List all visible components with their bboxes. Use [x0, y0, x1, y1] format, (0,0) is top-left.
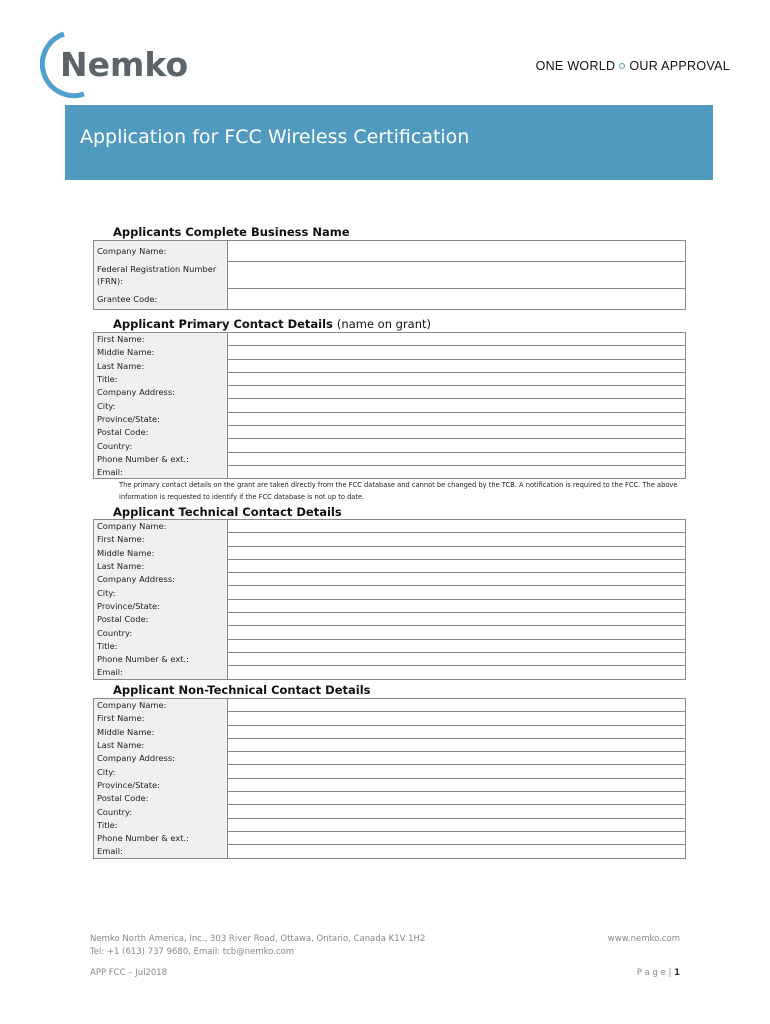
- field-input[interactable]: [228, 333, 686, 346]
- field-label: Company Name:: [94, 699, 228, 712]
- field-label: First Name:: [94, 533, 228, 546]
- page-number: 1: [674, 968, 680, 978]
- field-label: Postal Code:: [94, 426, 228, 439]
- form-row: [94, 845, 686, 858]
- section-title-nontechnical: Applicant Non-Technical Contact Details: [113, 683, 371, 697]
- field-label: Last Name:: [94, 559, 228, 572]
- field-input[interactable]: [228, 439, 686, 452]
- form-row: [94, 752, 686, 765]
- field-label: Company Address:: [94, 573, 228, 586]
- field-input[interactable]: [228, 520, 686, 533]
- form-row: [94, 452, 686, 465]
- field-input[interactable]: [228, 639, 686, 652]
- footer-contact: Tel: +1 (613) 737 9680, Email: tcb@nemko.com: [90, 947, 295, 957]
- field-input[interactable]: [228, 533, 686, 546]
- form-row: [94, 426, 686, 439]
- field-input[interactable]: [228, 699, 686, 712]
- field-label: City:: [94, 765, 228, 778]
- form-row: [94, 652, 686, 665]
- form-row: [94, 831, 686, 844]
- field-label: Grantee Code:: [94, 289, 228, 310]
- footer-doc-code: APP FCC – Jul2018: [90, 968, 168, 978]
- field-label: Middle Name:: [94, 346, 228, 359]
- form-row: [94, 372, 686, 385]
- field-input[interactable]: [228, 752, 686, 765]
- page-title: Application for FCC Wireless Certification: [80, 126, 470, 148]
- form-row: [94, 386, 686, 399]
- field-label: Title:: [94, 372, 228, 385]
- field-input[interactable]: [228, 613, 686, 626]
- form-row: [94, 346, 686, 359]
- field-input[interactable]: [228, 831, 686, 844]
- tagline-left: ONE WORLD: [535, 59, 616, 73]
- field-input[interactable]: [228, 586, 686, 599]
- section-title-primary: Applicant Primary Contact Details (name on grant): [113, 317, 432, 331]
- field-input[interactable]: [228, 346, 686, 359]
- field-label: Middle Name:: [94, 546, 228, 559]
- form-row: [94, 738, 686, 751]
- section-title-technical: Applicant Technical Contact Details: [113, 505, 342, 519]
- form-row: [94, 626, 686, 639]
- field-input[interactable]: [228, 652, 686, 665]
- form-row: [94, 639, 686, 652]
- form-row: [94, 289, 686, 310]
- field-input[interactable]: [228, 666, 686, 679]
- field-input[interactable]: [228, 805, 686, 818]
- section-title-business: Applicants Complete Business Name: [113, 225, 350, 239]
- field-label: First Name:: [94, 712, 228, 725]
- form-row: [94, 359, 686, 372]
- field-label: Country:: [94, 805, 228, 818]
- logo-text: Nemko: [60, 45, 189, 84]
- field-label: City:: [94, 399, 228, 412]
- field-label: City:: [94, 586, 228, 599]
- field-input[interactable]: [228, 725, 686, 738]
- field-label: Phone Number & ext.:: [94, 452, 228, 465]
- field-label: Title:: [94, 639, 228, 652]
- form-row: [94, 262, 686, 289]
- field-label: Email:: [94, 666, 228, 679]
- field-label: Last Name:: [94, 359, 228, 372]
- field-label: First Name:: [94, 333, 228, 346]
- field-input[interactable]: [228, 386, 686, 399]
- field-label: Federal Registration Number (FRN):: [94, 262, 228, 289]
- field-input[interactable]: [228, 289, 686, 310]
- field-input[interactable]: [228, 626, 686, 639]
- field-label: Company Name:: [94, 241, 228, 262]
- field-label: Middle Name:: [94, 725, 228, 738]
- field-label: Country:: [94, 626, 228, 639]
- field-label: Postal Code:: [94, 613, 228, 626]
- footer-website[interactable]: www.nemko.com: [607, 934, 680, 944]
- field-input[interactable]: [228, 559, 686, 572]
- form-row: [94, 241, 686, 262]
- form-row: [94, 818, 686, 831]
- form-row: [94, 792, 686, 805]
- circle-icon: [619, 63, 625, 69]
- field-input[interactable]: [228, 738, 686, 751]
- field-input[interactable]: [228, 359, 686, 372]
- form-row: [94, 465, 686, 478]
- footer-page: [637, 967, 680, 980]
- primary-contact-table: [93, 332, 686, 479]
- field-input[interactable]: [228, 712, 686, 725]
- field-input[interactable]: [228, 599, 686, 612]
- form-row: [94, 805, 686, 818]
- field-label: Province/State:: [94, 778, 228, 791]
- field-input[interactable]: [228, 792, 686, 805]
- field-label: Title:: [94, 818, 228, 831]
- page-label: P a g e |: [636, 968, 672, 978]
- form-row: [94, 712, 686, 725]
- title-banner: [65, 105, 713, 180]
- form-row: [94, 599, 686, 612]
- field-input[interactable]: [228, 412, 686, 425]
- field-label: Postal Code:: [94, 792, 228, 805]
- form-row: [94, 725, 686, 738]
- tagline-right: OUR APPROVAL: [629, 59, 730, 73]
- form-row: [94, 533, 686, 546]
- field-label: Company Address:: [94, 386, 228, 399]
- field-input[interactable]: [228, 778, 686, 791]
- form-row: [94, 778, 686, 791]
- form-row: [94, 699, 686, 712]
- field-label: Company Name:: [94, 520, 228, 533]
- field-input[interactable]: [228, 241, 686, 262]
- form-row: [94, 412, 686, 425]
- form-row: [94, 666, 686, 679]
- form-row: [94, 439, 686, 452]
- form-row: [94, 765, 686, 778]
- field-label: Last Name:: [94, 738, 228, 751]
- field-input[interactable]: [228, 262, 686, 289]
- field-input[interactable]: [228, 452, 686, 465]
- form-row: [94, 559, 686, 572]
- field-label: Email:: [94, 465, 228, 478]
- field-input[interactable]: [228, 573, 686, 586]
- field-input[interactable]: [228, 818, 686, 831]
- field-label: Phone Number & ext.:: [94, 652, 228, 665]
- field-label: Company Address:: [94, 752, 228, 765]
- field-input[interactable]: [228, 546, 686, 559]
- field-label: Province/State:: [94, 599, 228, 612]
- primary-contact-note: The primary contact details on the grant are taken directly from the FCC database and cannot be changed by the TCB. A notification is required to the FCC. The above information is requested to identify if the FCC database is not up to date.: [119, 481, 678, 501]
- field-label: Email:: [94, 845, 228, 858]
- footer-address-block: [90, 933, 425, 959]
- field-input[interactable]: [228, 426, 686, 439]
- form-row: [94, 546, 686, 559]
- footer-address: Nemko North America, Inc., 303 River Road, Ottawa, Ontario, Canada K1V 1H2: [90, 934, 426, 944]
- field-input[interactable]: [228, 372, 686, 385]
- form-row: [94, 586, 686, 599]
- field-label: Country:: [94, 439, 228, 452]
- field-label: Province/State:: [94, 412, 228, 425]
- form-row: [94, 399, 686, 412]
- field-input[interactable]: [228, 465, 686, 478]
- field-input[interactable]: [228, 399, 686, 412]
- nemko-logo: [40, 28, 190, 100]
- tagline: [536, 59, 730, 73]
- form-row: [94, 573, 686, 586]
- form-row: [94, 333, 686, 346]
- form-row: [94, 520, 686, 533]
- field-label: Phone Number & ext.:: [94, 831, 228, 844]
- nontechnical-contact-table: [93, 698, 686, 859]
- field-input[interactable]: [228, 845, 686, 858]
- technical-contact-table: [93, 519, 686, 680]
- form-row: [94, 613, 686, 626]
- business-name-table: [93, 240, 686, 310]
- field-input[interactable]: [228, 765, 686, 778]
